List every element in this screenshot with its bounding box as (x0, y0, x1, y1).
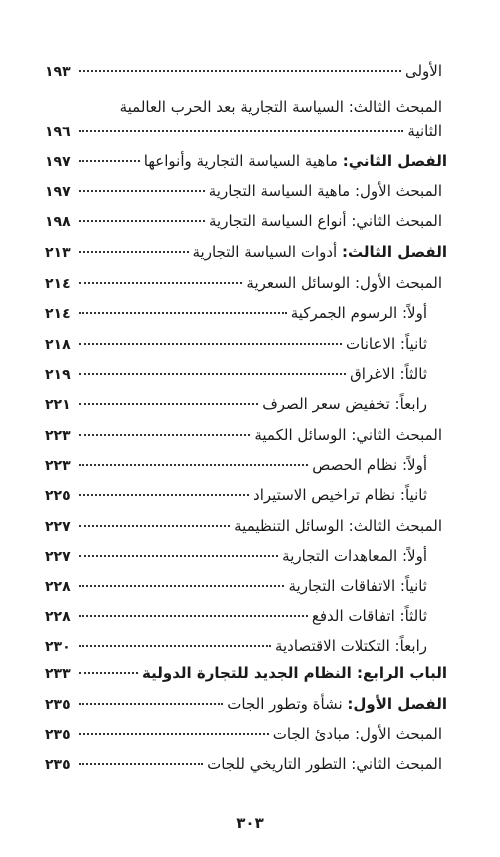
toc-entry (45, 274, 447, 292)
dot-leader (79, 403, 258, 405)
toc-page-number: ١٩٨ (45, 214, 71, 230)
toc-entry (45, 304, 447, 322)
toc-page-number: ٢١٣ (45, 245, 71, 261)
toc-entry (45, 486, 447, 504)
toc-entry-label: أولاً: الرسوم الجمركية (290, 304, 427, 322)
toc-page-number: ٢١٤ (45, 306, 71, 322)
toc-entry (45, 62, 447, 80)
toc-page-number: ٢١٩ (45, 367, 71, 383)
toc-entry-label: الباب الرابع: النظام الجديد للتجارة الدولية (142, 664, 447, 682)
dot-leader (79, 220, 205, 222)
toc-page-number: ٢٢٧ (45, 519, 71, 535)
chapter-title: أدوات السياسة التجارية (192, 243, 342, 261)
toc-entry-label (144, 152, 447, 170)
toc-entry (45, 212, 447, 230)
toc-entry-label: المبحث الثالث: السياسة التجارية بعد الحرب العالمية (119, 98, 442, 116)
toc-entry (45, 152, 447, 170)
page-number: ٣٠٣ (236, 814, 264, 832)
dot-leader (79, 464, 308, 466)
toc-entry-label: أولاً: نظام الحصص (312, 456, 427, 474)
dot-leader (79, 70, 401, 72)
toc-entry (45, 395, 447, 413)
toc-entry-label (227, 695, 447, 713)
dot-leader (79, 733, 269, 735)
toc-entry (45, 607, 447, 625)
dot-leader (79, 343, 342, 345)
toc-page-number: ١٩٦ (45, 124, 71, 140)
toc-entry (45, 335, 447, 353)
toc-page-number: ٢٣٥ (45, 697, 71, 713)
toc-page-number: ٢٢٨ (45, 609, 71, 625)
chapter-title: نشأة وتطور الجات (227, 695, 348, 713)
toc-entry-label: ثالثاً: اتفاقات الدفع (311, 607, 427, 625)
toc-entry-label: رابعاً: التكتلات الاقتصادية (274, 637, 427, 655)
toc-entry (45, 98, 447, 140)
toc-entry (45, 695, 447, 713)
toc-entry (45, 426, 447, 444)
toc-entry-label: ثانياً: الاعانات (346, 335, 427, 353)
dot-leader (79, 130, 403, 132)
toc-page-number: ٢١٨ (45, 337, 71, 353)
toc-entry-label: المبحث الثاني: الوسائل الكمية (254, 426, 442, 444)
dot-leader (79, 282, 242, 284)
dot-leader (79, 615, 308, 617)
toc-page-number: ٢٢٣ (45, 458, 71, 474)
toc-entry (45, 517, 447, 535)
toc-page-number: ٢٣٥ (45, 727, 71, 743)
toc-page-number: ٢٢٨ (45, 579, 71, 595)
toc-entry-label (193, 243, 448, 261)
toc-entry (45, 243, 447, 261)
toc-page-number: ٢٢٥ (45, 488, 71, 504)
toc-page-number: ١٩٣ (45, 64, 71, 80)
toc-page-number: ٢٢١ (45, 397, 71, 413)
dot-leader (79, 312, 287, 314)
dot-leader (79, 555, 278, 557)
toc-entry-label: ثانياً: نظام تراخيص الاستيراد (253, 486, 427, 504)
toc-entry-label: رابعاً: تخفيض سعر الصرف (262, 395, 427, 413)
dot-leader (79, 190, 205, 192)
toc-entry-label: المبحث الثالث: الوسائل التنظيمية (234, 517, 442, 535)
toc-page-number: ١٩٧ (45, 154, 71, 170)
toc-page-number: ٢٢٣ (45, 428, 71, 444)
dot-leader (79, 373, 346, 375)
toc-entry-label: أولاً: المعاهدات التجارية (282, 547, 427, 565)
dot-leader (79, 585, 284, 587)
dot-leader (79, 672, 138, 674)
dot-leader (79, 645, 271, 647)
toc-page-number: ٢٣٠ (45, 639, 71, 655)
dot-leader (79, 494, 249, 496)
toc-entry (45, 456, 447, 474)
toc-entry (45, 182, 447, 200)
toc-entry (45, 725, 447, 743)
toc-page-number: ٢١٤ (45, 276, 71, 292)
dot-leader (79, 525, 230, 527)
toc-entry (45, 755, 447, 773)
toc-entry-label: المبحث الأول: مبادئ الجات (272, 725, 442, 743)
toc-page-number: ١٩٧ (45, 184, 71, 200)
dot-leader (79, 763, 203, 765)
toc-entry-label: المبحث الأول: الوسائل السعرية (246, 274, 442, 292)
chapter-title: ماهية السياسة التجارية وأنواعها (143, 152, 343, 170)
toc-entry-label: الثانية (407, 122, 442, 140)
dot-leader (79, 160, 140, 162)
chapter-prefix: الفصل الثاني: (342, 152, 447, 170)
toc-entry-label: المبحث الثاني: أنواع السياسة التجارية (209, 212, 442, 230)
toc-page-number: ٢٢٧ (45, 549, 71, 565)
toc-entry (45, 577, 447, 595)
dot-leader (79, 251, 189, 253)
toc-page-number: ٢٣٣ (45, 666, 71, 682)
dot-leader (79, 703, 223, 705)
toc-entry-label: ثالثاً: الاغراق (350, 365, 427, 383)
dot-leader (79, 434, 250, 436)
toc-entry-label: ثانياً: الاتفاقات التجارية (288, 577, 427, 595)
chapter-prefix: الفصل الثالث: (342, 243, 447, 261)
toc-page-number: ٢٣٥ (45, 757, 71, 773)
toc-entry (45, 637, 447, 655)
toc-entry (45, 547, 447, 565)
chapter-prefix: الفصل الأول: (347, 695, 447, 713)
toc-entry (45, 365, 447, 383)
toc-entry-label: المبحث الأول: ماهية السياسة التجارية (208, 182, 442, 200)
toc-entry (45, 664, 447, 682)
toc-entry-label: الأولى (404, 62, 442, 80)
toc-entry-label: المبحث الثاني: التطور التاريخي للجات (207, 755, 442, 773)
